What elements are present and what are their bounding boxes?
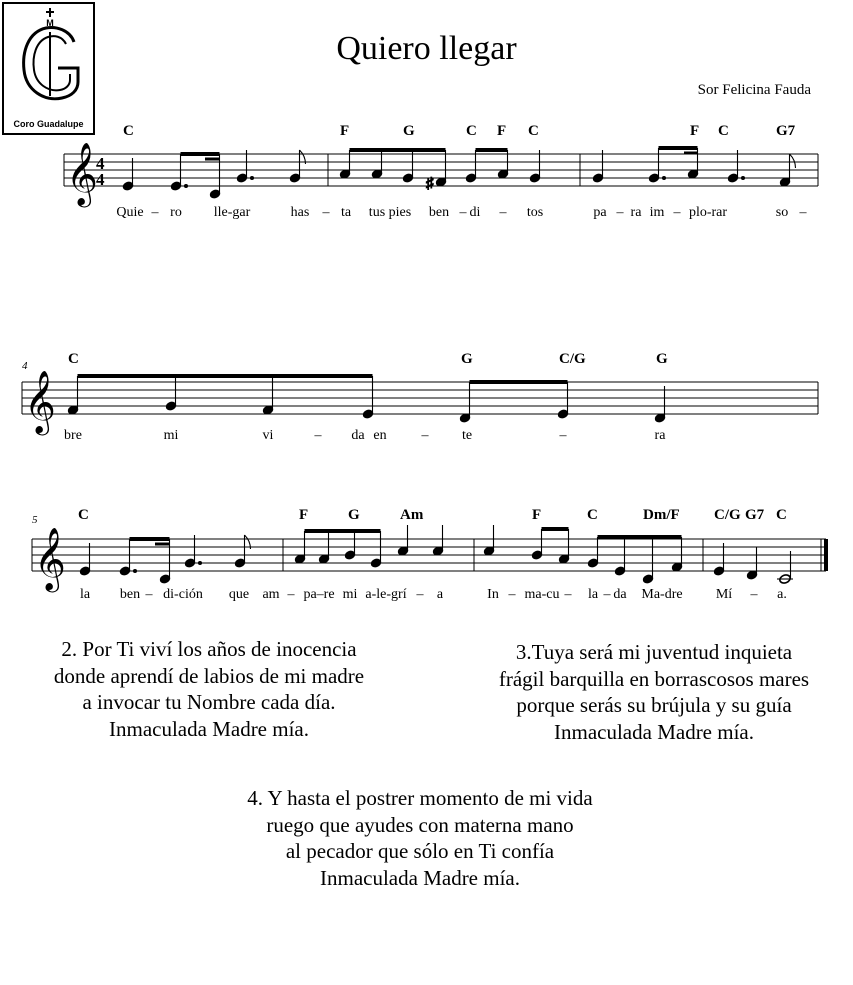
lyric-syllable: en: [373, 428, 387, 443]
lyric-syllable: lle-gar: [213, 205, 251, 220]
chord-symbol: F: [497, 123, 507, 139]
treble-clef-icon: 𝄞: [34, 527, 66, 590]
chord-symbol: C: [587, 507, 598, 523]
verse-line: ruego que ayudes con materna mano: [266, 812, 574, 837]
verse-line: Inmaculada Madre mía.: [320, 865, 520, 890]
staff-3: [0, 525, 853, 590]
lyric-syllable: –: [322, 205, 330, 220]
lyric-syllable: –: [564, 587, 572, 602]
lyric-syllable: –: [616, 205, 624, 220]
sharp-icon: ♯: [426, 176, 434, 192]
lyric-syllable: so: [775, 205, 789, 220]
measure-number: 5: [32, 514, 38, 526]
lyric-syllable: a: [436, 587, 444, 602]
chord-symbol: C: [466, 123, 477, 139]
time-signature-bottom: 4: [96, 170, 105, 189]
composer-name: Sor Felicina Fauda: [697, 82, 811, 98]
lyric-syllable: In: [487, 587, 499, 602]
lyric-syllable: –: [673, 205, 681, 220]
chord-symbol: F: [532, 507, 542, 523]
lyric-syllable: –: [287, 587, 295, 602]
verse-line: 4. Y hasta el postrer momento de mi vida: [247, 786, 593, 810]
song-title: Quiero llegar: [336, 30, 517, 67]
lyric-syllable: la: [79, 587, 91, 602]
time-signature-top: 4: [96, 154, 105, 173]
lyric-syllable: pa: [593, 205, 607, 220]
lyric-syllable: que: [228, 587, 250, 602]
lyric-syllable: –: [314, 428, 322, 443]
final-barline: [824, 539, 828, 571]
lyric-syllable: –: [499, 205, 507, 220]
lyric-syllable: im: [649, 205, 665, 220]
lyric-syllable: di-ción: [163, 587, 203, 602]
verse-line: Inmaculada Madre mía.: [109, 716, 309, 741]
lyric-syllable: am: [262, 587, 280, 602]
lyric-syllable: tus pies: [368, 205, 412, 220]
verse-2: [0, 636, 418, 742]
staff-2: [0, 368, 853, 433]
verse-4: [0, 785, 840, 891]
chord-symbol: G7: [776, 123, 796, 139]
chord-symbol: C: [718, 123, 729, 139]
verse-line: 2. Por Ti viví los años de inocencia: [61, 637, 357, 661]
chord-symbol: C: [68, 351, 79, 367]
staff-1: [0, 140, 853, 210]
chord-symbol: G: [348, 507, 360, 523]
lyric-syllable: mi: [163, 428, 179, 443]
lyric-syllable: a.: [777, 587, 787, 602]
chord-symbol: G: [403, 123, 415, 139]
chord-symbol: F: [299, 507, 309, 523]
treble-clef-icon: 𝄞: [66, 142, 98, 205]
chord-symbol: C: [776, 507, 787, 523]
lyric-syllable: –: [559, 428, 567, 443]
lyric-syllable: bre: [64, 428, 82, 443]
verse-line: al pecador que sólo en Ti confía: [285, 839, 555, 863]
lyric-syllable: a-le-grí: [365, 587, 407, 602]
choir-logo: [2, 2, 95, 135]
chord-symbol: Am: [400, 507, 424, 523]
verse-line: frágil barquilla en borrascosos mares: [498, 666, 810, 691]
lyric-syllable: Ma-dre: [641, 587, 683, 602]
chord-symbol: C/G: [559, 351, 586, 367]
lyric-syllable: –: [151, 205, 159, 220]
chord-symbol: C: [528, 123, 539, 139]
lyric-syllable: la: [587, 587, 599, 602]
verse-line: a invocar tu Nombre cada día.: [82, 690, 336, 714]
lyric-syllable: da: [351, 428, 365, 443]
chord-symbol: C: [123, 123, 134, 139]
lyric-syllable: ro: [170, 205, 182, 220]
lyric-syllable: Mí: [715, 587, 733, 602]
lyric-syllable: ra: [654, 428, 666, 443]
lyric-syllable: –: [421, 428, 429, 443]
chord-symbol: C/G: [714, 507, 741, 523]
lyric-syllable: vi: [262, 428, 274, 443]
chord-symbol: C: [78, 507, 89, 523]
lyric-syllable: –: [416, 587, 424, 602]
lyric-syllable: –: [459, 205, 467, 220]
verse-line: donde aprendí de labios de mi madre: [53, 663, 365, 688]
lyric-syllable: pa–re: [303, 587, 335, 602]
lyric-syllable: ta: [340, 205, 352, 220]
lyric-syllable: tos: [526, 205, 544, 220]
chord-symbol: G: [461, 351, 473, 367]
lyric-syllable: da: [613, 587, 627, 602]
lyric-syllable: –: [145, 587, 153, 602]
verse-line: porque serás su brújula y su guía: [516, 693, 792, 717]
lyric-syllable: –: [799, 205, 807, 220]
lyric-syllable: te: [461, 428, 473, 443]
verse-3: [455, 639, 853, 745]
lyric-syllable: mi: [342, 587, 358, 602]
verse-line: Inmaculada Madre mía.: [554, 719, 754, 744]
svg-text:M: M: [46, 18, 54, 28]
chord-symbol: Dm/F: [643, 507, 680, 523]
lyric-syllable: ra: [630, 205, 642, 220]
chord-symbol: F: [340, 123, 350, 139]
treble-clef-icon: 𝄞: [24, 370, 56, 433]
lyric-syllable: Quie: [116, 205, 144, 220]
verse-line: 3.Tuya será mi juventud inquieta: [515, 640, 793, 664]
lyric-syllable: di: [469, 205, 481, 220]
lyric-syllable: –: [508, 587, 516, 602]
lyric-syllable: ben: [119, 587, 141, 602]
chord-symbol: F: [690, 123, 700, 139]
measure-number: 4: [22, 360, 28, 372]
logo-caption: Coro Guadalupe: [13, 119, 84, 129]
lyric-syllable: –: [750, 587, 758, 602]
lyric-syllable: –: [603, 587, 611, 602]
chord-symbol: G7: [745, 507, 765, 523]
lyric-syllable: ma-cu: [524, 587, 560, 602]
lyric-syllable: has: [290, 205, 310, 220]
lyric-syllable: ben: [428, 205, 450, 220]
lyric-syllable: plo-rar: [688, 205, 728, 220]
chord-symbol: G: [656, 351, 668, 367]
